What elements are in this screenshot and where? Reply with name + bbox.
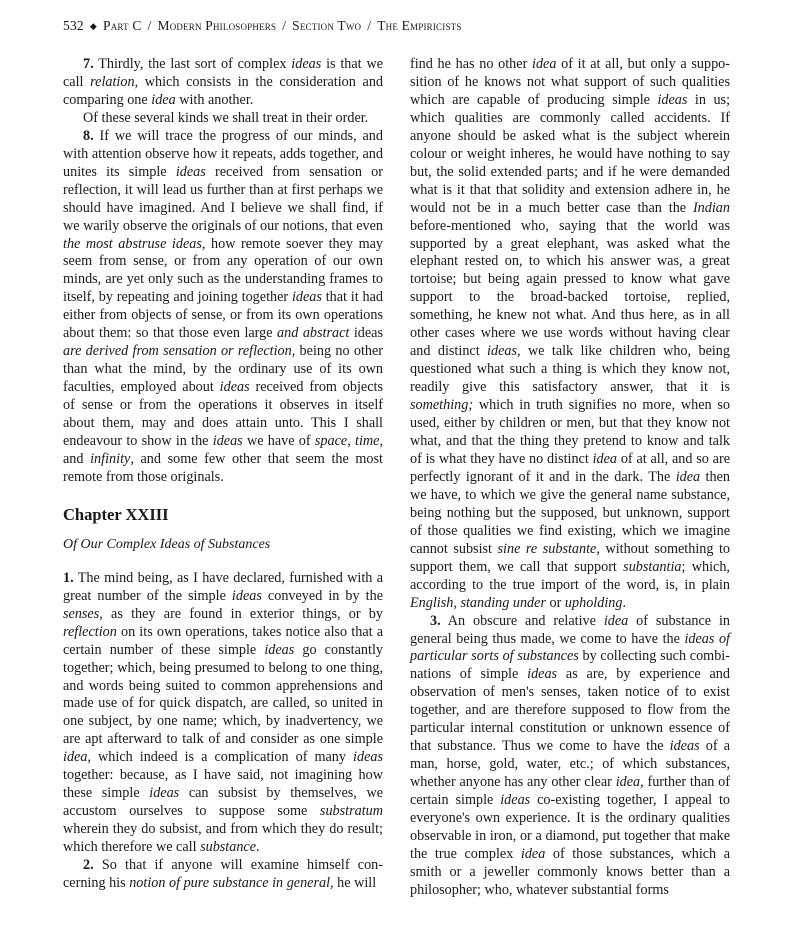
italic-run: idea — [675, 468, 701, 485]
text-run: co-existing together, I appeal to everyone's own experience. It is the ordinary qualities observable in iron, or a diamond, put together that make the true complex — [410, 792, 730, 862]
header-section-b: Section Two — [292, 18, 362, 33]
italic-run: time — [355, 433, 380, 450]
italic-run: ideas — [212, 433, 243, 450]
text-run: , he will — [330, 874, 377, 891]
text-run: , we talk like children who, being questioned what such a thing is which they know not, readily give this satisfactory answer, that it is — [410, 343, 730, 396]
left-column — [63, 56, 383, 893]
text-run: then we have, to which we give the general name substance, being nothing but the supposed, but unknown, support of those qualities we find existing, which we imagine cannot subsist — [410, 468, 730, 557]
text-run: wherein they do subsist, and from which they do result; which therefore we call — [63, 821, 383, 856]
text-run: conveyed in by the — [261, 587, 383, 604]
italic-run: substance — [200, 839, 257, 856]
italic-run: idea — [592, 450, 618, 467]
text-run: can subsist by themselves, we accustom ourselves to suppose some — [63, 785, 384, 820]
text-run: by collecting such combinations of simple — [410, 648, 730, 683]
text-run: we have of — [242, 433, 315, 450]
text-run: Thirdly, the last sort of complex — [93, 56, 292, 72]
right-column — [410, 56, 730, 900]
text-run: find he has no other — [410, 56, 532, 72]
paragraph-8 — [63, 128, 383, 487]
italic-run: ideas — [175, 163, 206, 180]
chapter-title: Chapter XXIII — [63, 504, 169, 524]
text-run: of substance in general being thus made, we come to have the — [410, 612, 730, 647]
text-run: , further than of certain simple — [410, 774, 730, 809]
paragraph-3 — [410, 613, 730, 900]
running-header — [63, 18, 462, 34]
italic-run: substratum — [319, 803, 383, 820]
italic-run: idea — [615, 774, 641, 791]
italic-run: ideas — [219, 379, 250, 396]
italic-run: the most abstruse ideas — [63, 235, 202, 252]
text-run: . — [622, 594, 626, 611]
italic-run: standing under — [460, 594, 546, 611]
header-part: Part C — [102, 18, 142, 33]
text-run: If we will trace the progress of our minds, and with attention observe how it repeats, adds together, and unites its simple — [63, 127, 383, 180]
italic-run: sine re substante — [497, 540, 597, 557]
italic-run: ideas — [353, 749, 383, 766]
italic-run: ideas — [669, 738, 700, 755]
text-run: , as they are found in exterior things, or by — [99, 605, 383, 622]
italic-run: are derived from sensation or reflection — [63, 343, 292, 360]
italic-run: idea — [151, 91, 176, 108]
italic-run: senses — [63, 605, 100, 622]
italic-run: ideas — [149, 785, 180, 802]
header-section-a: Modern Philosophers — [157, 18, 277, 33]
italic-run: notion of pure substance in general — [129, 874, 331, 891]
italic-run: idea — [520, 845, 546, 862]
italic-run: infinity — [90, 450, 131, 467]
paragraph-2-continued — [410, 56, 730, 613]
italic-run: English — [410, 594, 454, 611]
text-run: ideas — [349, 325, 383, 342]
italic-run: ideas — [527, 666, 558, 683]
italic-run: and abstract — [277, 325, 350, 342]
text-run: So that if anyone will examine himself concerning his — [63, 857, 383, 891]
paragraph-number: 7. — [83, 56, 94, 72]
text-run: , being no other than what the mind, by the ordinary use of its own faculties, employed about — [63, 343, 383, 396]
italic-run: ideas — [291, 56, 322, 72]
italic-run: ideas — [657, 91, 688, 108]
text-run: . — [256, 839, 260, 856]
text-run: , which indeed is a complication of many — [87, 749, 354, 766]
text-run: is that we call — [63, 56, 383, 90]
diamond-bullet-icon: ◆ — [89, 21, 97, 31]
text-run: , — [347, 433, 356, 450]
paragraph-7b: Of these several kinds we shall treat in their order. — [83, 109, 369, 126]
text-run: on its own operations, takes notice also that a certain number of these simple — [63, 623, 383, 658]
chapter-subtitle: Of Our Complex Ideas of Substances — [63, 536, 271, 552]
text-run: The mind being, as I have declared, furnished with a great number of the simple — [63, 569, 383, 604]
italic-run: idea — [532, 56, 557, 72]
text-run: received from objects of sense or from the operations it observes in itself about them, may and does attain unto. This I shall endeavour to show in the — [63, 379, 383, 450]
paragraph-1 — [63, 570, 383, 857]
italic-run: upholding — [564, 594, 623, 611]
italic-run: ideas — [291, 289, 322, 306]
italic-run: idea — [63, 749, 88, 766]
paragraph-number: 3. — [430, 612, 441, 629]
text-run: that it had either from objects of sense, or from its own operations about them: so that those even large — [63, 289, 383, 342]
paragraph-number: 1. — [63, 569, 74, 586]
text-run: , without something to support them, we call that support — [410, 540, 731, 575]
text-run: before-mentioned who, saying that the world was supported by a great elephant, was asked what the elephant rested on, to which his answer was, a great tortoise; but being again pressed to know what gave support to the broad-backed tortoise, replied, something, he knew not what. And thus here, as in all other cases where we use words without having clear and distinct — [410, 217, 730, 360]
text-run: as are, by experience and observation of men's senses, taken notice of to exist together, and are therefore supposed to flow from the particular internal constitution or unknown essence of that substance. Thus we come to have the — [410, 666, 730, 755]
paragraph-2 — [63, 857, 383, 893]
text-run: of at all, and so are perfectly ignorant of it and in the dark. The — [410, 450, 731, 485]
text-run: received from sensation or reflection, it will lead us further than at first perhaps we should have imagined. And I believe we shall find, if we warily observe the originals of our notions, that even — [63, 163, 383, 234]
text-run: , and — [63, 433, 383, 467]
text-run: , how remote soever they may seem from sense, or from any operation of our own minds, are yet only such as the understanding frames to itself, by repeating and joining together — [63, 235, 384, 306]
italic-run: substantia — [623, 558, 682, 575]
text-run: of it at all, but only a supposition of he knows not what support of such qualities which are capable of producing simple — [410, 56, 730, 108]
italic-run: ideas — [231, 587, 262, 604]
text-run: go constantly together; which, being presumed to belong to one thing, and words being suited to common apprehensions and made use of for quick dispatch, are called, so united in one subject, by one name; which, by inadvertency, we are apt afterward to talk of and consider as one simple — [63, 641, 383, 748]
italic-run: space — [314, 433, 348, 450]
text-run: , — [453, 594, 461, 611]
italic-run: ideas — [487, 343, 517, 360]
text-run: with another. — [175, 91, 254, 108]
header-separator: / — [282, 18, 287, 33]
italic-run: something; — [410, 397, 474, 414]
text-run: of a man, horse, gold, water, etc.; of which substances, whether anyone has any other clear — [410, 738, 730, 791]
text-run: together: because, as I have said, not imagining how these simple — [63, 767, 383, 802]
text-run: which in truth signifies no more, when so used, either by children or men, but that they know not what, and that the thing they pretend to know and talk of is what they have no distinct — [410, 397, 730, 467]
text-run: ; which, according to the true import of the word, is, in plain — [410, 558, 730, 593]
text-run: or — [545, 594, 565, 611]
text-run: of those substances, which a smith or a jeweller commonly knows better than a philosopher; who, whatever substantial forms — [410, 845, 730, 898]
italic-run: ideas of particular sorts of substances — [410, 630, 730, 665]
text-run: , and some few other that seem the most remote from those originals. — [63, 450, 383, 485]
text-run: in us; which qualities are commonly called accidents. If anyone should be asked what is the subject wherein colour or weight inheres, he would have nothing to say but, the solid extended parts; and if he were demanded what is it that that solidity and extension adhere in, he would not be in a much better case than the — [410, 91, 731, 216]
paragraph-number: 2. — [83, 857, 94, 874]
italic-run: relation — [90, 73, 135, 90]
page-number: 532 — [63, 18, 84, 33]
italic-run: reflection — [63, 623, 117, 640]
italic-run: ideas — [264, 641, 295, 658]
header-separator: / — [147, 18, 152, 33]
italic-run: Indian — [692, 199, 730, 216]
text-run: , which consists in the consideration and comparing one — [63, 73, 384, 108]
italic-run: ideas — [500, 792, 531, 809]
italic-run: idea — [603, 612, 629, 629]
paragraph-7 — [63, 56, 383, 110]
header-separator: / — [367, 18, 372, 33]
text-run: An obscure and relative — [440, 612, 604, 629]
header-section-c: The Empiricists — [377, 18, 462, 33]
paragraph-number: 8. — [83, 127, 94, 144]
